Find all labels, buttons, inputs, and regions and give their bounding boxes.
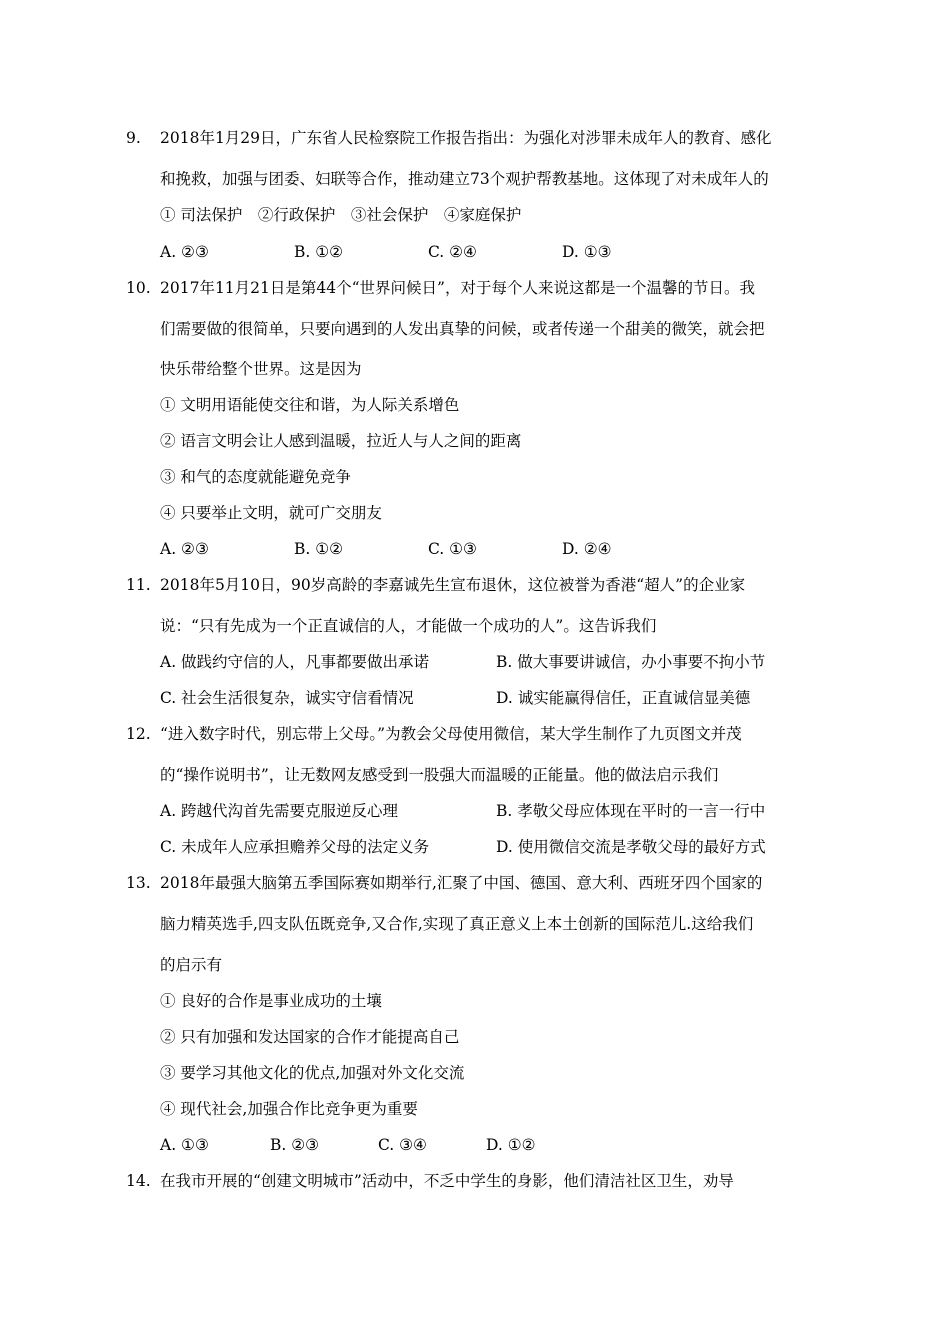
option-b: B. 做大事要讲诚信，办小事要不拘小节 — [496, 653, 766, 671]
option-a: A. ①③ — [160, 1136, 209, 1154]
option-d: D. 诚实能赢得信任，正直诚信显美德 — [496, 689, 751, 707]
question-number: 10. — [126, 279, 151, 297]
option-statement: ④ 只要举止文明，就可广交朋友 — [160, 504, 382, 522]
option-a: A. 跨越代沟首先需要克服逆反心理 — [160, 802, 399, 820]
option-statement: ① 良好的合作是事业成功的土壤 — [160, 992, 382, 1010]
question-text: 们需要做的很简单，只要向遇到的人发出真挚的问候，或者传递一个甜美的微笑，就会把 — [160, 320, 765, 338]
option-a: A. ②③ — [160, 540, 209, 558]
option-statement: ② 只有加强和发达国家的合作才能提高自己 — [160, 1028, 460, 1046]
option-statement: ④ 现代社会,加强合作比竞争更为重要 — [160, 1100, 418, 1118]
question-text: 2018年1月29日，广东省人民检察院工作报告指出：为强化对涉罪未成年人的教育、感化 — [160, 129, 772, 147]
question-text: 和挽救，加强与团委、妇联等合作，推动建立73个观护帮教基地。这体现了对未成年人的 — [160, 170, 769, 188]
question-text: 2017年11月21日是第44个“世界问候日”，对于每个人来说这都是一个温馨的节日。我 — [160, 279, 755, 297]
question-number: 14. — [126, 1172, 151, 1190]
question-text: 2018年最强大脑第五季国际赛如期举行,汇聚了中国、德国、意大利、西班牙四个国家的 — [160, 874, 763, 892]
option-c: C. 社会生活很复杂，诚实守信看情况 — [160, 689, 414, 707]
option-c: C. 未成年人应承担赡养父母的法定义务 — [160, 838, 430, 856]
option-d: D. ①② — [486, 1136, 536, 1154]
option-b: B. ②③ — [270, 1136, 320, 1154]
option-b: B. ①② — [294, 540, 344, 558]
question-text: 2018年5月10日，90岁高龄的李嘉诚先生宣布退休，这位被誉为香港“超人”的企业家 — [160, 576, 746, 594]
question-text: 在我市开展的“创建文明城市”活动中，不乏中学生的身影，他们清洁社区卫生，劝导 — [160, 1172, 734, 1190]
question-text: 快乐带给整个世界。这是因为 — [160, 360, 362, 378]
option-statement: ③ 要学习其他文化的优点,加强对外文化交流 — [160, 1064, 465, 1082]
question-number: 9. — [126, 129, 141, 147]
option-c: C. ②④ — [428, 243, 477, 261]
question-text: “进入数字时代，别忘带上父母。”为教会父母使用微信，某大学生制作了九页图文并茂 — [160, 725, 742, 743]
question-text: 说：“只有先成为一个正直诚信的人，才能做一个成功的人”。这告诉我们 — [160, 617, 657, 635]
option-statement: ③ 和气的态度就能避免竞争 — [160, 468, 351, 486]
option-statement: ② 语言文明会让人感到温暖，拉近人与人之间的距离 — [160, 432, 522, 450]
option-d: D. ①③ — [562, 243, 612, 261]
question-number: 11. — [126, 576, 151, 594]
question-text: 的“操作说明书”，让无数网友感受到一股强大而温暖的正能量。他的做法启示我们 — [160, 766, 719, 784]
question-number: 12. — [126, 725, 151, 743]
option-c: C. ③④ — [378, 1136, 427, 1154]
question-text: 脑力精英选手,四支队伍既竞争,又合作,实现了真正意义上本土创新的国际范儿.这给我们 — [160, 915, 754, 933]
option-b: B. ①② — [294, 243, 344, 261]
option-c: C. ①③ — [428, 540, 477, 558]
option-b: B. 孝敬父母应体现在平时的一言一行中 — [496, 802, 766, 820]
question-text: 的启示有 — [160, 956, 223, 974]
option-d: D. 使用微信交流是孝敬父母的最好方式 — [496, 838, 766, 856]
option-a: A. ②③ — [160, 243, 209, 261]
option-d: D. ②④ — [562, 540, 612, 558]
option-statement: ① 文明用语能使交往和谐，为人际关系增色 — [160, 396, 460, 414]
option-a: A. 做践约守信的人，凡事都要做出承诺 — [160, 653, 430, 671]
question-number: 13. — [126, 874, 151, 892]
option-statement: ① 司法保护 ②行政保护 ③社会保护 ④家庭保护 — [160, 206, 522, 224]
